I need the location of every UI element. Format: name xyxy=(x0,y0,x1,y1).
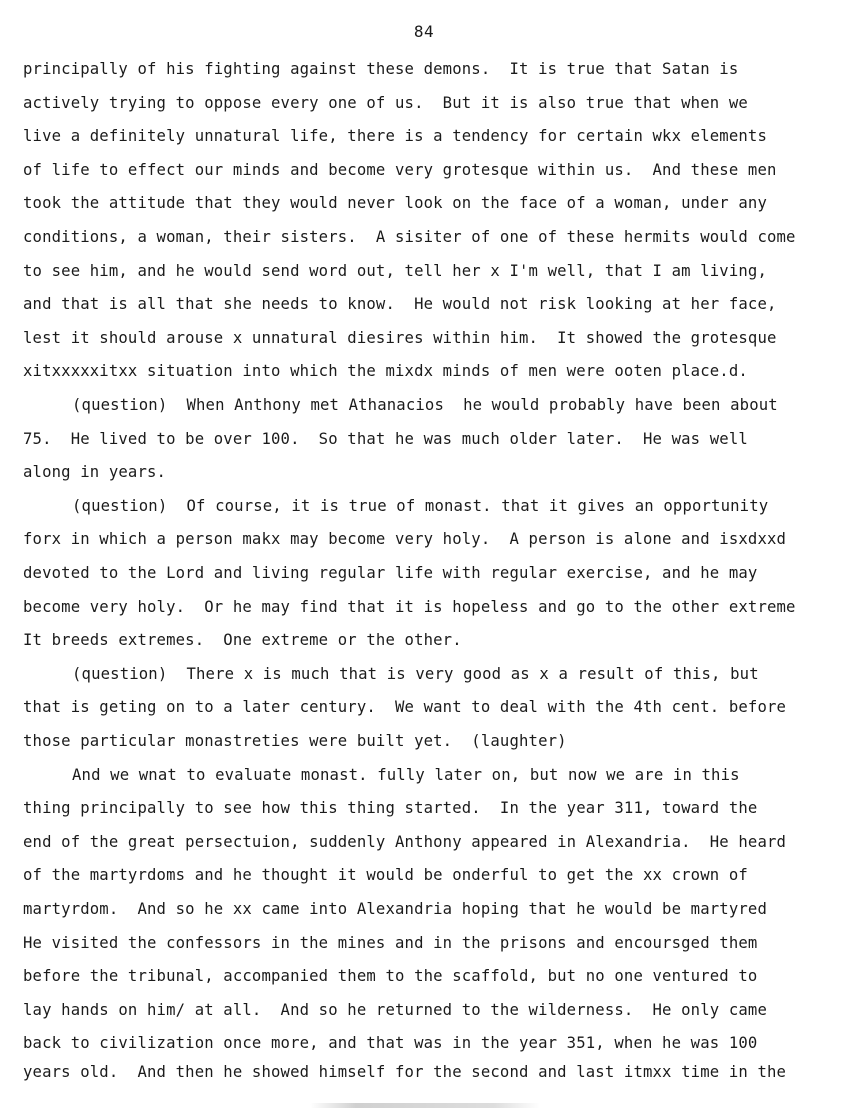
text-line: become very holy. Or he may find that it is hopeless and go to the other extreme xyxy=(23,598,796,616)
text-line: end of the great persectuion, suddenly Anthony appeared in Alexandria. He heard xyxy=(23,833,787,851)
text-line: He visited the confessors in the mines and in the prisons and encoursged them xyxy=(23,934,758,952)
text-line: (question) When Anthony met Athanacios he would probably have been about xyxy=(72,396,778,414)
text-line: conditions, a woman, their sisters. A sisiter of one of these hermits would come xyxy=(23,228,796,246)
page-number: 84 xyxy=(413,22,435,41)
text-line: actively trying to oppose every one of us. But it is also true that when we xyxy=(23,94,748,112)
text-line: along in years. xyxy=(23,463,167,481)
text-line: (question) There x is much that is very good as x a result of this, but xyxy=(72,665,759,683)
text-line: principally of his fighting against these demons. It is true that Satan is xyxy=(23,60,739,78)
text-line: live a definitely unnatural life, there is a tendency for certain wkx elements xyxy=(23,127,767,145)
text-line: years old. And then he showed himself for the second and last itmxx time in the xyxy=(23,1063,787,1081)
text-line: forx in which a person makx may become very holy. A person is alone and isxdxxd xyxy=(23,530,787,548)
text-line: xitxxxxxitxx situation into which the mixdx minds of men were ooten place.d. xyxy=(23,362,748,380)
text-line: of the martyrdoms and he thought it would be onderful to get the xx crown of xyxy=(23,866,748,884)
text-line: took the attitude that they would never look on the face of a woman, under any xyxy=(23,194,767,212)
text-line: back to civilization once more, and that was in the year 351, when he was 100 xyxy=(23,1034,758,1052)
text-line: lay hands on him/ at all. And so he returned to the wilderness. He only came xyxy=(23,1001,767,1019)
text-line: 75. He lived to be over 100. So that he was much older later. He was well xyxy=(23,430,748,448)
text-line: to see him, and he would send word out, tell her x I'm well, that I am living, xyxy=(23,262,767,280)
text-line: that is geting on to a later century. We want to deal with the 4th cent. before xyxy=(23,698,787,716)
text-line: It breeds extremes. One extreme or the other. xyxy=(23,631,462,649)
text-line: those particular monastreties were built yet. (laughter) xyxy=(23,732,567,750)
text-line: And we wnat to evaluate monast. fully later on, but now we are in this xyxy=(72,766,740,784)
text-line: devoted to the Lord and living regular life with regular exercise, and he may xyxy=(23,564,758,582)
bottom-edge-smudge xyxy=(310,1103,540,1108)
text-line: of life to effect our minds and become very grotesque within us. And these men xyxy=(23,161,777,179)
text-line: and that is all that she needs to know. He would not risk looking at her face, xyxy=(23,295,777,313)
text-line: thing principally to see how this thing started. In the year 311, toward the xyxy=(23,799,758,817)
text-line: martyrdom. And so he xx came into Alexandria hoping that he would be martyred xyxy=(23,900,767,918)
text-line: lest it should arouse x unnatural diesires within him. It showed the grotesque xyxy=(23,329,777,347)
text-line: before the tribunal, accompanied them to the scaffold, but no one ventured to xyxy=(23,967,758,985)
text-line: (question) Of course, it is true of monast. that it gives an opportunity xyxy=(72,497,769,515)
